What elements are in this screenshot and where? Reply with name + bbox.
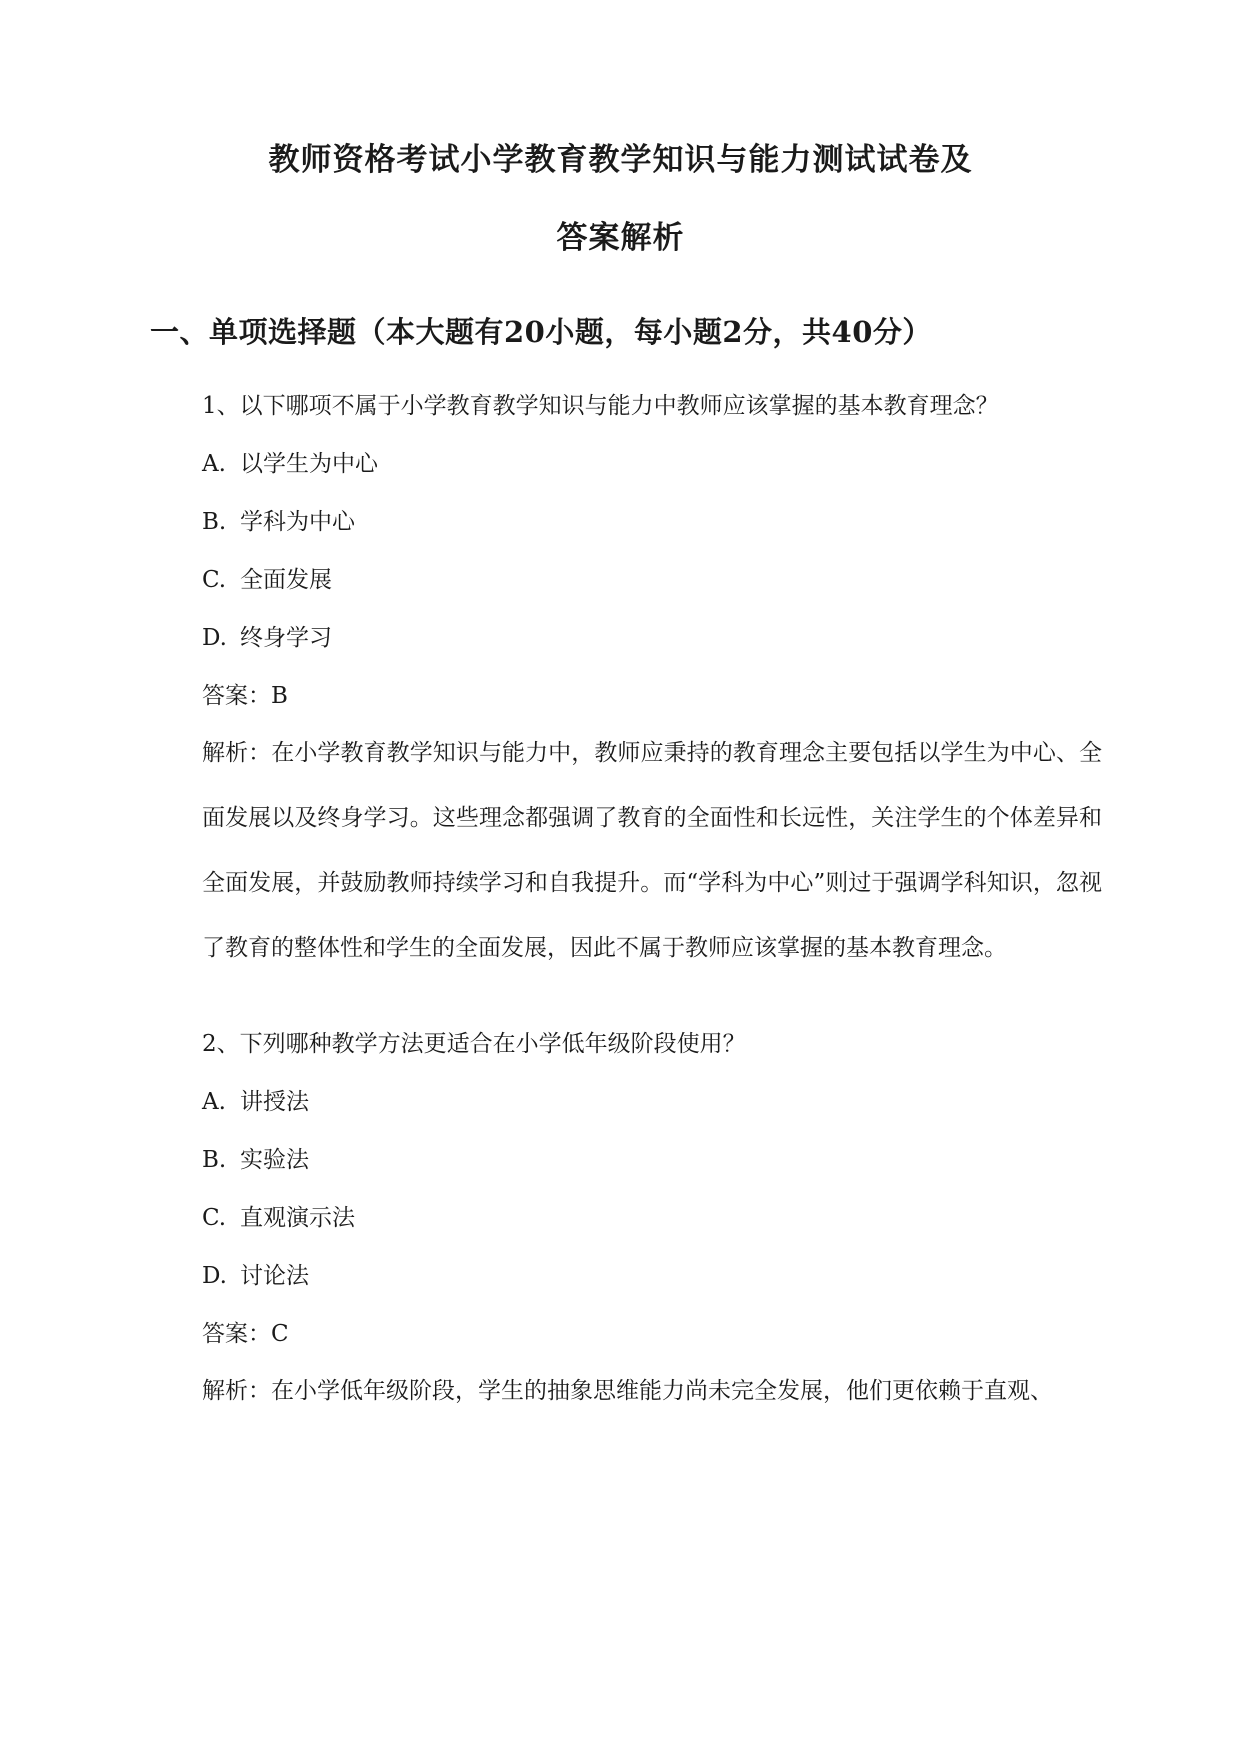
option-text: 讨论法: [240, 1263, 309, 1289]
question-1-answer: 答案：B: [202, 683, 288, 709]
option-letter: A.: [202, 1089, 226, 1115]
section-heading: 一、单项选择题（本大题有20小题，每小题2分，共40分）: [150, 315, 932, 349]
question-1-analysis: 解析：在小学教育教学知识与能力中，教师应秉持的教育理念主要包括以学生为中心、全面发展以及终身学习。这些理念都强调了教育的全面性和长远性，关注学生的个体差异和全面发展，并鼓励教师持续学习和自我提升。而“学科为中心”则过于强调学科知识，忽视了教育的整体性和学生的全面发展，因此不属于教师应该掌握的基本教育理念。: [202, 740, 1102, 961]
question-1-option-d: [202, 622, 332, 654]
document-title-line-1: 教师资格考试小学教育教学知识与能力测试试卷及: [268, 142, 973, 178]
question-1-option-a: [202, 448, 378, 480]
question-2-option-c: [202, 1202, 355, 1234]
question-2-option-b: [202, 1144, 309, 1176]
question-1-option-b: [202, 506, 355, 538]
question-2-stem: 2、下列哪种教学方法更适合在小学低年级阶段使用？: [202, 1031, 746, 1057]
option-letter: C.: [202, 567, 227, 593]
option-letter: D.: [202, 1263, 227, 1289]
question-2-answer: 答案：C: [202, 1321, 289, 1347]
option-text: 实验法: [240, 1147, 309, 1173]
option-text: 学科为中心: [240, 509, 355, 535]
option-letter: A.: [202, 451, 226, 477]
option-text: 终身学习: [240, 625, 332, 651]
question-2-analysis: 解析：在小学低年级阶段，学生的抽象思维能力尚未完全发展，他们更依赖于直观、: [202, 1378, 1053, 1404]
option-letter: C.: [202, 1205, 227, 1231]
option-text: 直观演示法: [240, 1205, 355, 1231]
question-2-option-a: [202, 1086, 309, 1118]
option-letter: B.: [202, 1147, 227, 1173]
question-1-stem: 1、以下哪项不属于小学教育教学知识与能力中教师应该掌握的基本教育理念？: [202, 393, 999, 419]
question-2-option-d: [202, 1260, 309, 1292]
option-text: 讲授法: [240, 1089, 309, 1115]
option-text: 全面发展: [240, 567, 332, 593]
option-letter: D.: [202, 625, 227, 651]
option-letter: B.: [202, 509, 227, 535]
question-1-option-c: [202, 564, 332, 596]
document-title-line-2: 答案解析: [556, 220, 685, 256]
option-text: 以学生为中心: [240, 451, 378, 477]
